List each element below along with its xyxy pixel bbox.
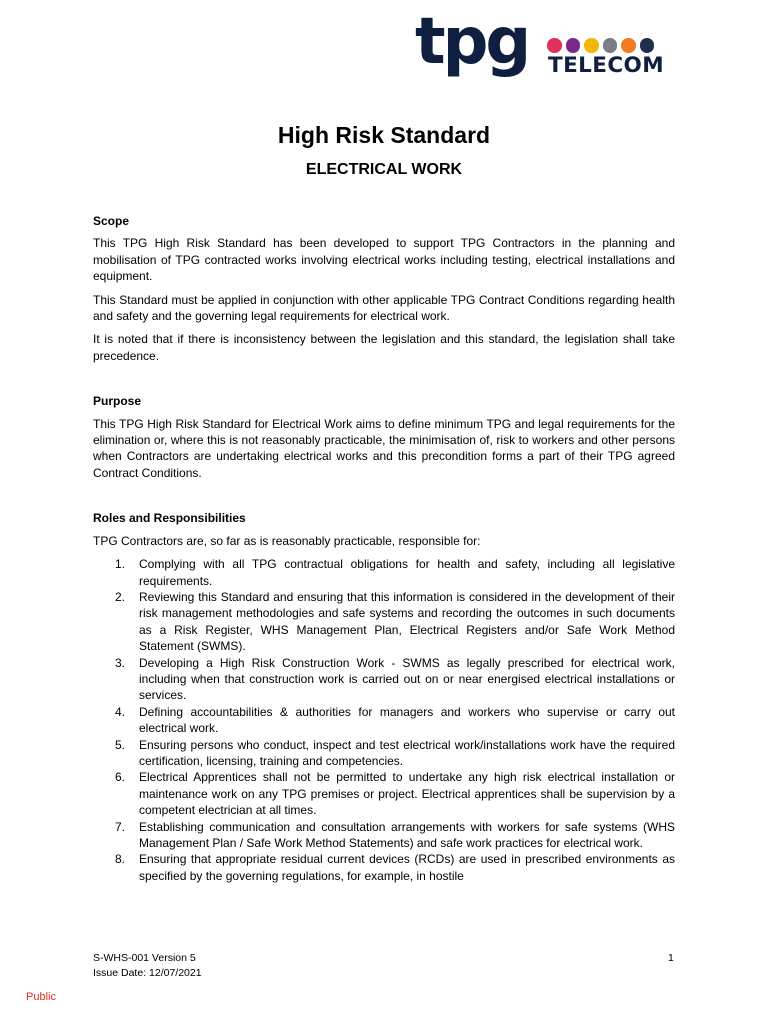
purpose-heading: Purpose [93,394,142,409]
scope-paragraph: This TPG High Risk Standard has been developed to support TPG Contractors in the planning and mobilisation of TPG contracted works involving electrical works including testing, electrical installations and equipment. [93,236,675,284]
list-item-text: Developing a High Risk Construction Work - SWMS as legally prescribed for electrical work, including when that construction work is carried out on or near energised electrical installations or services. [139,655,675,703]
responsibilities-list [93,556,675,884]
page-footer [93,951,202,980]
roles-section [93,510,675,884]
logo-dot [584,38,599,53]
scope-paragraph: This Standard must be applied in conjunction with other applicable TPG Contract Conditions regarding health and safety and the governing legal requirements for electrical work. [93,292,675,324]
list-item [93,556,675,589]
list-item-number: 2. [115,589,126,604]
roles-heading: Roles and Responsibilities [93,511,246,526]
scope-section [93,213,675,364]
list-item-number: 6. [115,770,126,785]
list-item [93,851,675,884]
logo-dots [547,38,654,53]
logo-dot [621,38,636,53]
list-item-text: Ensuring persons who conduct, inspect and test electrical work/installations work have the required certification, licensing, training and competencies. [139,737,675,768]
purpose-section [93,393,675,481]
list-item-number: 1. [115,557,126,572]
logo-dot [566,38,581,53]
list-item-number: 8. [115,852,126,867]
list-item-text: Complying with all TPG contractual obligations for health and safety, including all legislative requirements. [139,557,675,588]
list-item-number: 3. [115,655,126,670]
issue-date: Issue Date: 12/07/2021 [93,966,202,979]
list-item-number: 7. [115,819,126,834]
list-item-number: 5. [115,737,126,752]
document-title: High Risk Standard [277,122,491,148]
document-id: S-WHS-001 Version 5 [93,952,196,964]
list-item [93,655,675,704]
logo-dot [603,38,618,53]
scope-heading: Scope [93,214,130,228]
section-spacer [93,371,675,393]
list-item-text: Defining accountabilities & authorities for managers and workers who supervise or carry out electrical work. [139,704,675,736]
page-number: 1 [668,952,674,964]
purpose-paragraph: This TPG High Risk Standard for Electrical Work aims to define minimum TPG and legal requirements for the elimination or, where this is not reasonably practicable, the minimisation of, risk to workers and other persons when Contractors are undertaking electrical works and this precondition forms a part of their TPG agreed Contract Conditions. [93,416,675,480]
list-item [93,704,675,737]
document-body [93,213,675,884]
section-spacer [93,488,675,510]
logo-dot [640,38,655,53]
list-item-text: Electrical Apprentices shall not be permitted to undertake any high risk electrical installation or maintenance work on any TPG premises or project. Electrical apprentices shall be supervision by a competent electrician at all times. [139,770,675,818]
tpg-telecom-logo [415,5,677,94]
list-item [93,737,675,770]
list-item-text: Reviewing this Standard and ensuring that this information is considered in the development of their risk management methodologies and safe systems and recording the outcomes in such documents as a Risk Register, WHS Management Plan, Electrical Registers and/or Safe Work Method Statement (SWMS). [139,589,675,654]
list-item [93,769,675,818]
list-item [93,589,675,655]
list-item [93,819,675,852]
scope-paragraph: It is noted that if there is inconsistency between the legislation and this standard, the legislation shall take precedence. [93,332,675,363]
logo-subtext: TELECOM [548,53,664,78]
list-item-text: Ensuring that appropriate residual current devices (RCDs) are used in prescribed environments as specified by the governing regulations, for example, in hostile [139,852,675,883]
logo-dot [547,38,562,53]
logo-wordmark: tpg [415,5,529,79]
classification-label: Public [26,991,56,1003]
roles-intro: TPG Contractors are, so far as is reasonably practicable, responsible for: [93,533,481,548]
list-item-text: Establishing communication and consultation arrangements with workers for safe systems (WHS Management Plan / Safe Work Method Statements) and safe work practices for electrical work. [139,819,675,850]
document-subtitle: ELECTRICAL WORK [305,161,463,178]
list-item-number: 4. [115,704,126,719]
